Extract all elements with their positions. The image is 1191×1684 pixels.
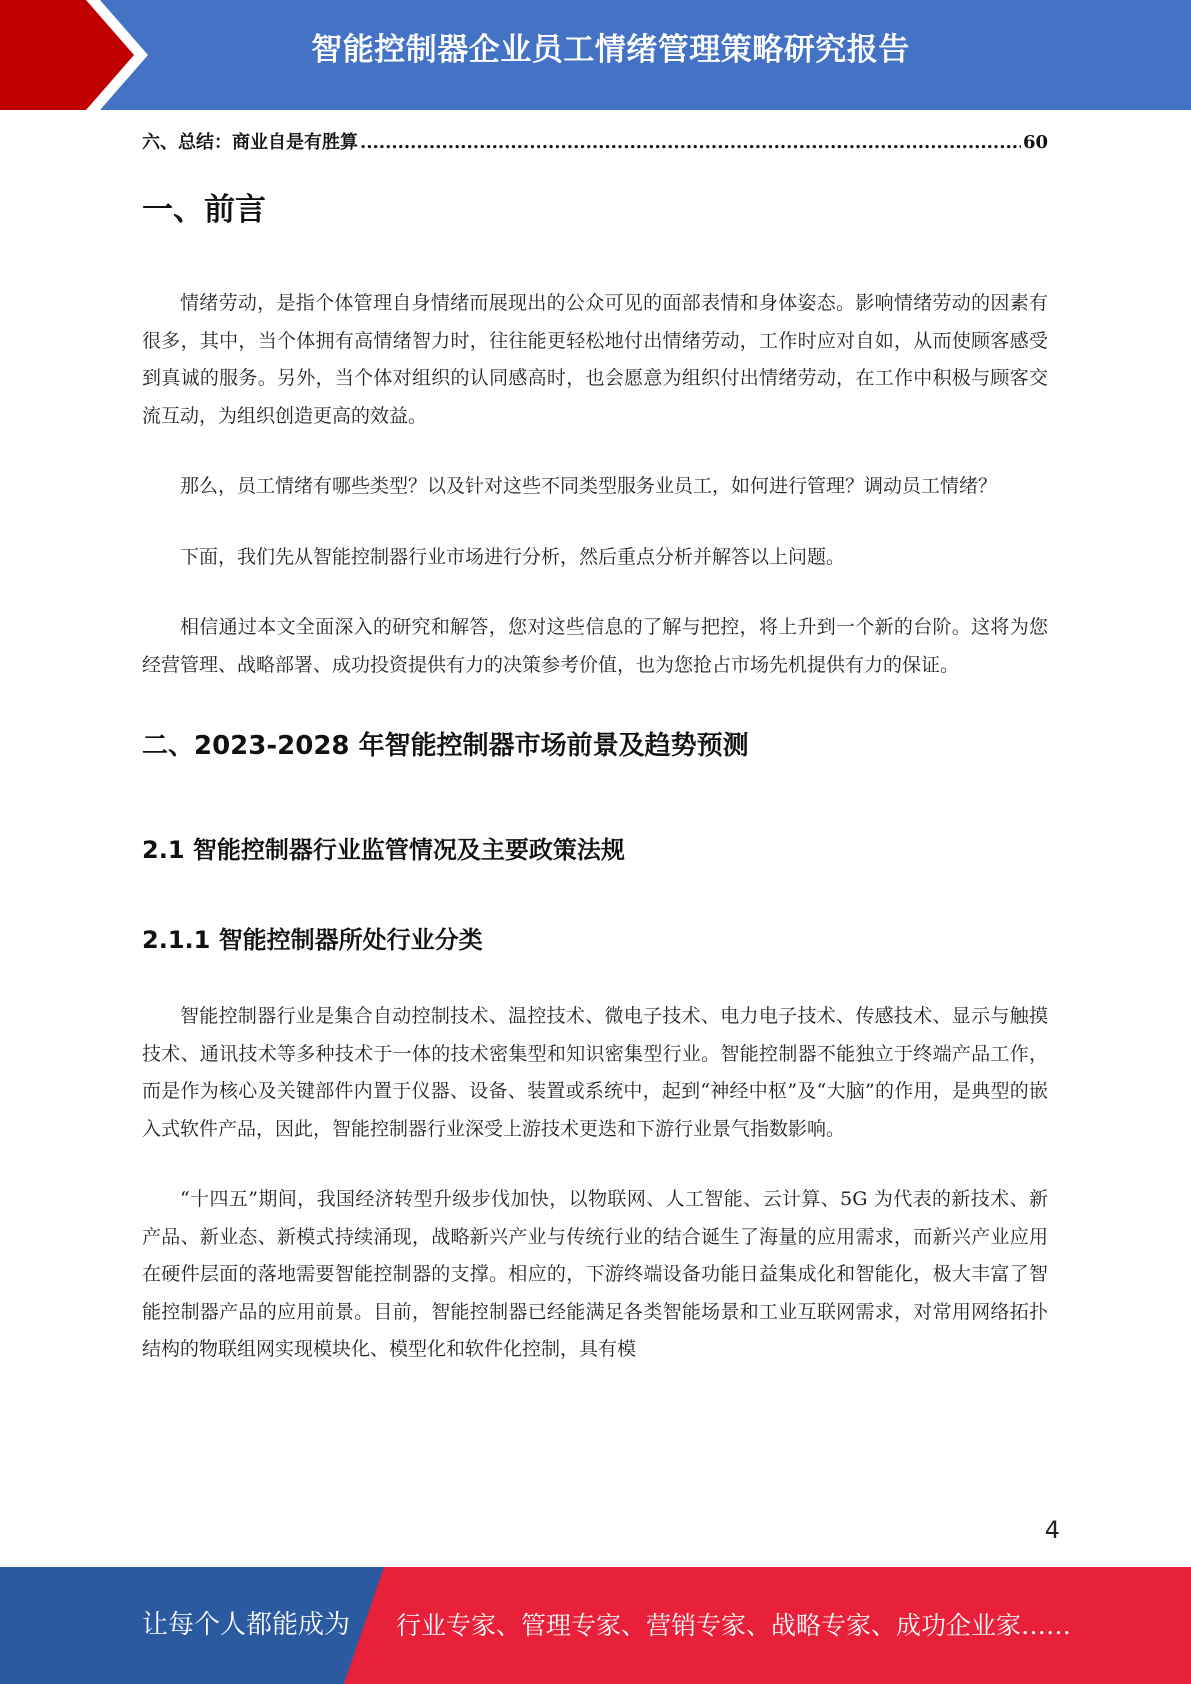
toc-entry-label: 六、总结：商业自是有胜算 xyxy=(142,132,358,153)
paragraph: 相信通过本文全面深入的研究和解答，您对这些信息的了解与把控，将上升到一个新的台阶。这将为您经营管理、战略部署、成功投资提供有力的决策参考价值，也为您抢占市场先机提供有力的保证。 xyxy=(142,616,1048,676)
page-number: 4 xyxy=(1044,1516,1060,1544)
section-2-1-1-heading: 2.1.1 智能控制器所处行业分类 xyxy=(142,926,483,954)
section-2-1-heading: 2.1 智能控制器行业监管情况及主要政策法规 xyxy=(142,836,625,864)
report-title: 智能控制器企业员工情绪管理策略研究报告 xyxy=(311,32,910,68)
document-body xyxy=(142,190,1048,1369)
section-2-heading: 二、2023-2028 年智能控制器市场前景及趋势预测 xyxy=(142,731,749,761)
footer-slogan-left: 让每个人都能成为 xyxy=(142,1610,351,1640)
page-header xyxy=(0,0,1191,110)
paragraph: 智能控制器行业是集合自动控制技术、温控技术、微电子技术、电力电子技术、传感技术、显示与触摸技术、通讯技术等多种技术于一体的技术密集型和知识密集型行业。智能控制器不能独立于终端产品工作，而是作为核心及关键部件内置于仪器、设备、装置或系统中，起到“神经中枢”及“大脑”的作用，是典型的嵌入式软件产品，因此，智能控制器行业深受上游技术更迭和下游行业景气指数影响。 xyxy=(142,1005,1048,1140)
toc-leader-dots xyxy=(360,132,1021,153)
page-footer xyxy=(0,1567,1191,1684)
paragraph: 下面，我们先从智能控制器行业市场进行分析，然后重点分析并解答以上问题。 xyxy=(180,545,846,568)
section-1-heading: 一、前言 xyxy=(142,192,266,228)
paragraph: 那么，员工情绪有哪些类型？以及针对这些不同类型服务业员工，如何进行管理？调动员工情绪？ xyxy=(180,475,998,497)
toc-entry-page: 60 xyxy=(1022,132,1048,153)
footer-slogan-right: 行业专家、管理专家、营销专家、战略专家、成功企业家…… xyxy=(396,1611,1072,1640)
toc-entry[interactable] xyxy=(142,128,1048,158)
paragraph: “十四五”期间，我国经济转型升级步伐加快，以物联网、人工智能、云计算、5G 为代表的新技术、新产品、新业态、新模式持续涌现，战略新兴产业与传统行业的结合诞生了海量的应用需求，而新兴产业应用在硬件层面的落地需要智能控制器的支撑。相应的，下游终端设备功能日益集成化和智能化，极大丰富了智能控制器产品的应用前景。目前，智能控制器已经能满足各类智能场景和工业互联网需求，对常用网络拓扑结构的物联组网实现模块化、模型化和软件化控制，具有模 xyxy=(142,1188,1048,1360)
paragraph: 情绪劳动，是指个体管理自身情绪而展现出的公众可见的面部表情和身体姿态。影响情绪劳动的因素有很多，其中，当个体拥有高情绪智力时，往往能更轻松地付出情绪劳动，工作时应对自如，从而使顾客感受到真诚的服务。另外，当个体对组织的认同感高时，也会愿意为组织付出情绪劳动，在工作中积极与顾客交流互动，为组织创造更高的效益。 xyxy=(142,292,1048,427)
